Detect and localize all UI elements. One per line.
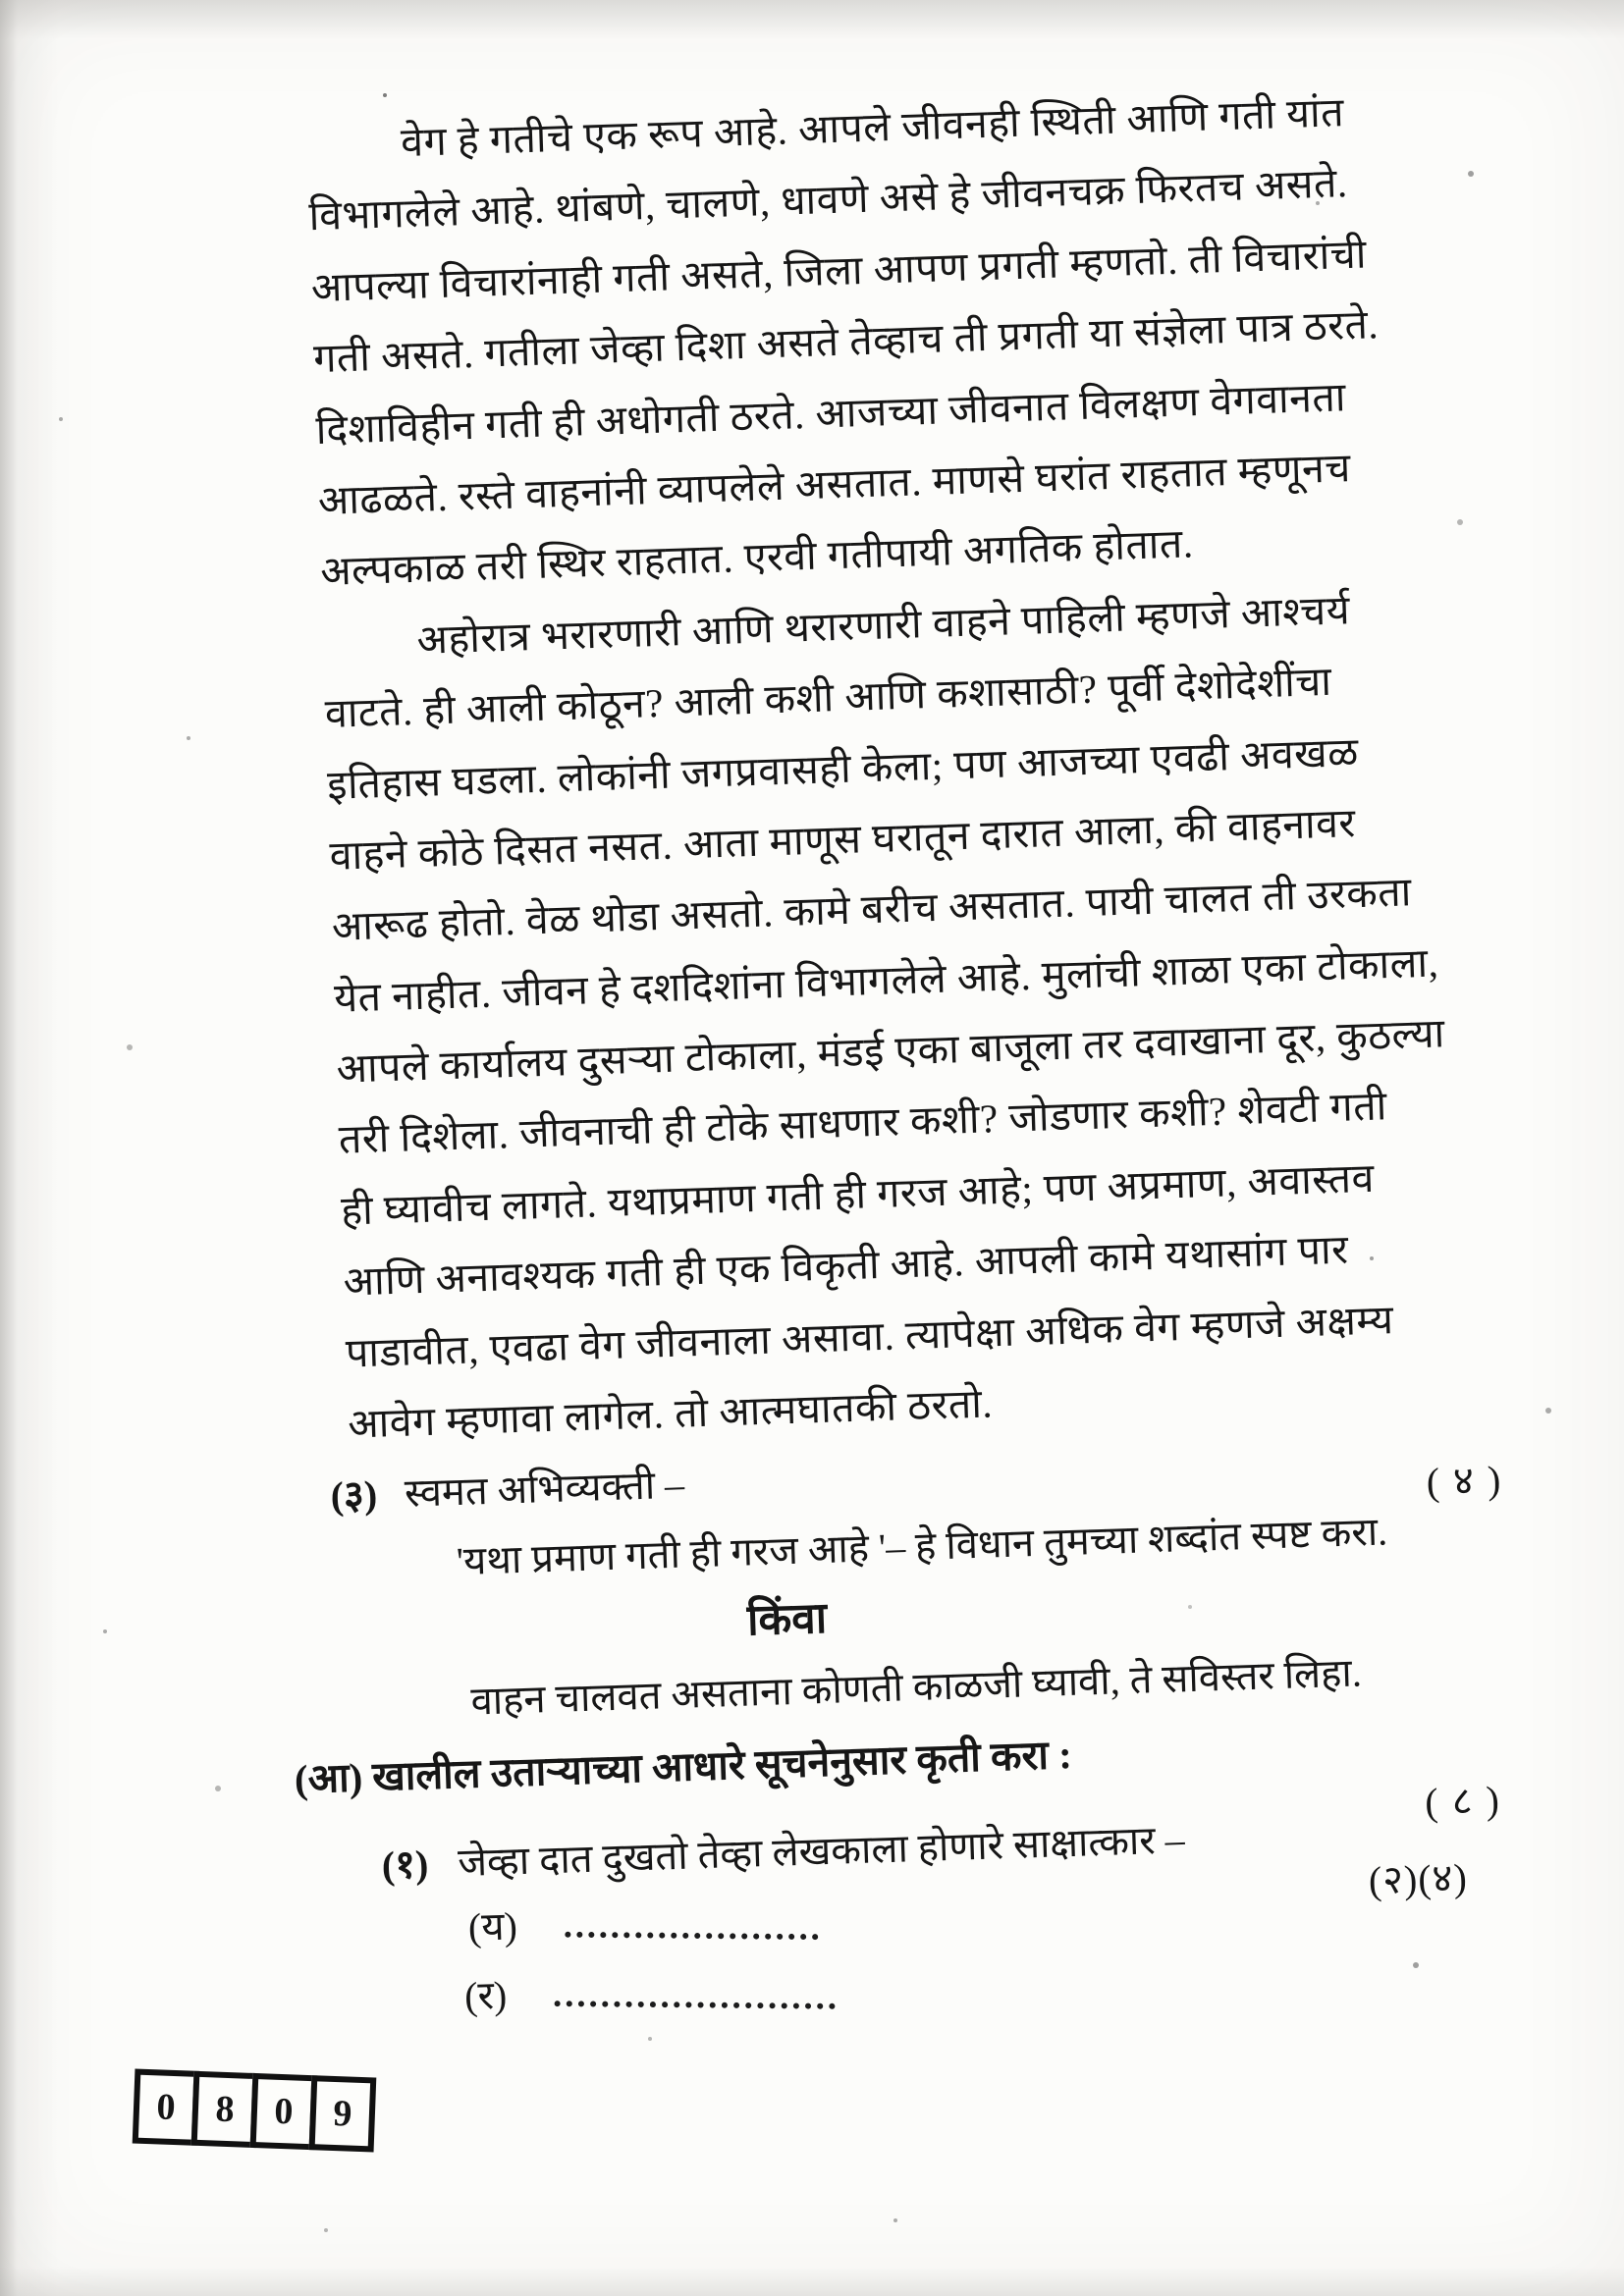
paper-code-digit: 0 [133,2069,200,2146]
paper-code-box [133,2069,377,2153]
question-1-text: जेव्हा दात दुखतो तेव्हा लेखकाला होणारे साक्षात्कार – [457,1817,1186,1886]
passage-line: वेग हे गतीचे एक रूप आहे. आपले जीवनही स्थिती आणि गती यांत [400,89,1345,166]
question-aa-number: (आ) [294,1754,363,1802]
passage-line: गती असते. गतीला जेव्हा दिशा असते तेव्हाच ती प्रगती या संज्ञेला पात्र ठरते. [312,301,1380,382]
passage-line: तरी दिशेला. जीवनाची ही टोके साधणार कशी? जोडणार कशी? शेवटी गती [338,1083,1388,1163]
reading-passage [305,78,1446,1460]
sub-item-ra [463,1955,836,2021]
paper-code-digit: 9 [309,2075,377,2152]
passage-line: आपले कार्यालय दुसऱ्या टोकाला, मंडई एका बाजूला तर दवाखाना दूर, कुठल्या [335,1010,1446,1092]
paper-code-digit: 0 [250,2073,318,2150]
question-3-number: (३) [329,1471,378,1519]
or-heading: किंवा [746,1593,828,1645]
passage-line: आवेग म्हणावा लागेल. तो आत्मघातकी ठरतो. [347,1380,994,1447]
sub-item-ra-label: (र) [463,1972,508,2019]
question-1-marks: (२)(४) [1368,1855,1469,1903]
question-3-marks: ( ४ ) [1426,1457,1503,1505]
sub-item-ya [467,1887,818,1951]
passage-line: आरूढ होतो. वेळ थोडा असतो. कामे बरीच असतात. पायी चालत ती उरकता [331,869,1413,950]
question-aa-marks: ( ८ ) [1424,1777,1502,1825]
question-aa-row [294,1726,1073,1806]
passage-line: अहोरात्र भरारणारी आणि थरारणारी वाहने पाहिली म्हणजे आश्चर्य [415,586,1351,663]
passage-line: वाहने कोठे दिसत नसत. आता माणूस घरातून दारात आला, की वाहनावर [328,800,1357,879]
passage-line: इतिहास घडला. लोकांनी जगप्रवासही केला; पण आजच्या एवढी अवखळ [326,728,1360,808]
passage-line: पाडावीत, एवढा वेग जीवनाला असावा. त्यापेक्षा अधिक वेग म्हणजे अक्षम्य [345,1296,1395,1376]
question-aa-text: खालील उताऱ्याच्या आधारे सूचनेनुसार कृती करा : [371,1731,1073,1799]
passage-line: येत नाहीत. जीवन हे दशदिशांना विभागलेले आहे. मुलांची शाळा एका टोकाला, [333,939,1439,1021]
question-1-number: (१) [381,1842,430,1888]
passage-line: आपल्या विचारांनाही गती असते, जिला आपण प्रगती म्हणतो. ती विचारांची [310,231,1368,310]
dotted-answer-line [555,1993,836,2009]
question-3-statement: 'यथा प्रमाण गती ही गरज आहे '– हे विधान तुमच्या शब्दांत स्पष्ट करा. [456,1509,1388,1584]
passage-line: दिशाविहीन गती ही अधोगती ठरते. आजच्या जीवनात विलक्षण वेगवानता [314,373,1347,453]
dotted-answer-line [565,1924,818,1940]
passage-line: अल्पकाळ तरी स्थिर राहतात. एरवी गतीपायी अगतिक होतात. [319,520,1195,595]
or-alternative-question: वाहन चालवत असताना कोणती काळजी घ्यावी, ते सविस्तर लिहा. [469,1650,1363,1724]
sub-item-ya-label: (य) [467,1903,518,1949]
passage-line: ही घ्यावीच लागते. यथाप्रमाण गती ही गरज आहे; पण अप्रमाण, अवास्तव [340,1154,1376,1234]
question-3-title: स्वमत अभिव्यक्ती – [404,1462,685,1516]
passage-line: वाटते. ही आली कोठून? आली कशी आणि कशासाठी? पूर्वी देशोदेशींचा [324,658,1333,737]
passage-line: आढळते. रस्ते वाहनांनी व्यापलेले असतात. माणसे घरांत राहतात म्हणूनच [317,445,1352,524]
paper-code-digit: 8 [191,2071,259,2148]
passage-line: विभागलेले आहे. थांबणे, चालणे, धावणे असे हे जीवनचक्र फिरतच असते. [307,160,1349,240]
passage-line: आणि अनावश्यक गती ही एक विकृती आहे. आपली कामे यथासांग पार [342,1226,1350,1305]
question-3-row [330,1456,685,1522]
question-1-row [381,1810,1185,1890]
